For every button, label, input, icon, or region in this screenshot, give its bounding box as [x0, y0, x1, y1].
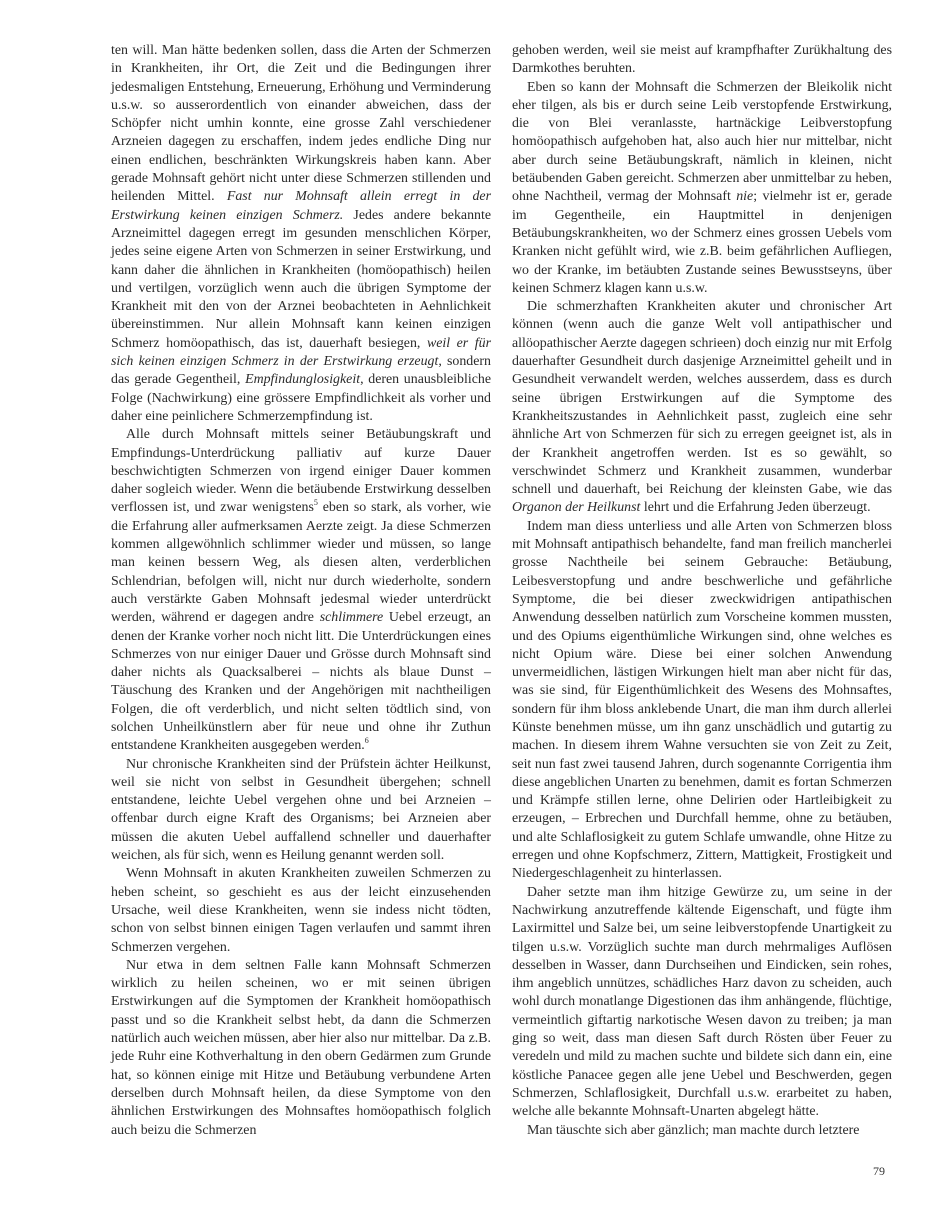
text-run: lehrt und die Erfahrung Jeden überzeugt. [640, 500, 871, 516]
footnote-marker: 5 [313, 498, 318, 508]
paragraph [512, 1122, 892, 1140]
italic-text: schlimmere [319, 610, 384, 626]
paragraph [512, 884, 892, 1122]
text-run: Alle durch Mohnsaft mittels seiner Betäubungskraft und Empfindungs-Unterdrückung palliativ auf kurze Dauer beschwichtigten Schmerzen von irgend einiger Dauer kommen daher sogleich wieder. Wenn die betäubende Erstwirkung desselben verflossen ist, und zwar wenigstens [111, 427, 491, 516]
text-run: gehoben werden, weil sie meist auf krampfhafter Zurükhaltung des Darmkothes beruhten. [512, 43, 892, 77]
italic-text: Fast nur Mohnsaft allein erregt in der Erstwirkung keinen einzigen Schmerz. [111, 189, 491, 223]
text-run: Nur chronische Krankheiten sind der Prüfstein ächter Heilkunst, weil sie nicht von selbst in Gesundheit übergehen; schnell entstandene, leichte Uebel vergehen ohne und bei Arzneien – offenbar durch eigne Kraft des Organisms; bei Arzneien aber müssen die akuten Uebel auffallend schneller und dauerhafter weichen, als für sich, wenn es Heilung genannt werden soll. [111, 756, 491, 864]
text-run: , sondern das gerade Gegentheil, [111, 354, 491, 388]
italic-text: weil er für sich keinen einzigen Schmerz in der Erstwirkung erzeugt [111, 335, 491, 370]
text-run: Man täuschte sich aber gänzlich; man machte durch letztere [527, 1122, 860, 1138]
paragraph [111, 865, 491, 956]
text-run: Wenn Mohnsaft in akuten Krankheiten zuweilen Schmerzen zu heben scheint, so geschieht es aus der leicht einzusehenden Ursache, weil diese Krankheiten, wenn sie indess nicht tödten, schon von selbst binnen einigen Tagen verlaufen und sammt ihren Schmerzen vergehen. [111, 866, 491, 955]
paragraph [111, 957, 491, 1140]
text-run: Die schmerzhaften Krankheiten akuter und chronischer Art können (wenn auch die ganze Welt voll antipathischer und allöopathischer Aerzte dagegen schrieen) doch einzig nur mit Erfolg dauerhafter Gesundheit durch dasjenige Arzneimittel geheilt und in Gesundheit verwandelt werden, welches ausserdem, dass es durch seine übrigen Erstwirkungen auf die Symptome des Krankheitszustandes in Aehnlichkeit passt, zugleich eine sehr ähnliche Art von Schmerzen für sich zu erregen geeignet ist, als in der Krankheit angetroffen werden. Ist es so gewählt, so verschwindet Schmerz und Krankheit zusammen, wunderbar schnell und dauerhaft, bei Reichung der kleinsten Gabe, wie das [512, 299, 892, 498]
text-run: ; vielmehr ist er, gerade im Gegentheile, ein Hauptmittel in denjenigen Betäubungskrankheiten, wo der Schmerz eines grossen Uebels vom Kranken nicht gefühlt wird, wie z.B. beim gefährlichen Aufliegen, wo der Kranke, im betäubten Zustande seines Bewusstseyns, über keinen Schmerz klagen kann u.s.w. [512, 189, 892, 296]
text-run: Jedes andere bekannte Arzneimittel dagegen erregt im gesunden menschlichen Körper, jedes seine eigene Arten von Schmerzen in seiner Erstwirkung, und kann daher die ähnlichen in Krankheiten (homöopathisch) heilen und vertilgen, vorzüglich wenn auch die übrigen Symptome der Krankheit mit den von der Arznei beobachteten in Aehnlichkeit übereinstimmen. Nur allein Mohnsaft kann keinen einzigen Schmerz homöopathisch, das ist, dauerhaft besiegen, [111, 207, 491, 351]
paragraph [512, 42, 892, 79]
paragraph [111, 42, 491, 426]
text-run: eben so stark, als vorher, wie die Erfahrung aller aufmerksamen Aerzte zeigt. Ja diese Schmerzen kommen allgewöhnlich schlimmer wieder und müssen, so lange man keinen bessern Weg, als diesen alten, verderblichen Schlendrian, befolgen will, nicht nur durch wiederholte, sondern auch verstärkte Gaben Mohnsaft jedesmal wieder unterdrückt werden, während er dagegen andre [111, 500, 491, 626]
text-run: , deren unausbleibliche Folge (Nachwirkung) eine grössere Empfindlichkeit als vorher und daher eine peinlichere Schmerzempfindung ist. [111, 372, 491, 424]
right-column [512, 42, 892, 1140]
paragraph [512, 79, 892, 299]
text-run: ten will. Man hätte bedenken sollen, dass die Arten der Schmerzen in Krankheiten, ihr Ort, die Zeit und die Bedingungen ihrer jedesmaligen Entstehung, Erneuerung, Erhöhung und Verminderung u.s.w. so ausserordentlich von einander abweichen, dass der Schöpfer nicht umhin konnte, eine grosse Zahl verschiedener Arzneien dagegen zu erschaffen, indem jedes endliche Ding nur einen endlichen, beschränkten Wirkungskreis haben kann. Aber gerade Mohnsaft gehört nicht unter diese Schmerzen stillenden und heilenden Mittel. [111, 43, 491, 205]
paragraph [111, 426, 491, 755]
paragraph [512, 298, 892, 518]
text-run: Indem man diess unterliess und alle Arten von Schmerzen bloss mit Mohnsaft antipathisch behandelte, fand man freilich mancherlei grosse Nachtheile bei seinem Gebrauche: Betäubung, Leibesverstopfung und andre beschwerliche und gefährliche Symptome, die bei dieser zweckwidrigen antipathischen Anwendung desselben natürlich zum Vorscheine kommen mussten, und des Opiums eigenthümliche Wirkungen sind, ohne welches es nicht Opium wäre. Diese bei einer solchen Anwendung unvermeidlichen, lästigen Wirkungen hielt man aber nicht für das, was sie sind, für Eigenthümlichkeit des Wesens des Mohnsaftes, sondern für ihm bloss anklebende Unart, die man ihm durch allerlei Künste benehmen müsse, um ihn ganz unschädlich und gutartig zu machen. In diesem ihrem Wahne versuchten sie von Zeit zu Zeit, seit nun fast zwei tausend Jahren, durch sogenannte Corrigentia ihm diese angeblichen Unarten zu benehmen, damit es fortan Schmerzen und Krämpfe stillen lerne, ohne Delirien oder Hartleibigkeit zu erzeugen, – Erbrechen und Durchfall hemme, ohne zu betäuben, und alte Schlaflosigkeit zu gutem Schlafe umwandle, ohne Hitze zu erregen und ohne Kopfschmerz, Zittern, Mattigkeit, Frostigkeit und Niedergeschlagenheit zu hinterlassen. [512, 518, 892, 882]
left-column [111, 42, 491, 1140]
text-run: Nur etwa in dem seltnen Falle kann Mohnsaft Schmerzen wirklich zu heilen scheinen, wo er mit seinen übrigen Erstwirkungen auf die Symptomen der Krankheit homöopathisch passt und so die Krankheit selbst hebt, da dann die Schmerzen natürlich auch weichen müssen, aber hier also nur mittelbar. Da z.B. jede Ruhr eine Kothverhaltung in den obern Gedärmen zum Grunde hat, so können einige mit Hitze und Betäubung verbundene Arten derselben durch Mohnsaft heilen, da diese Symptome von den ähnlichen Erstwirkungen des Mohnsaftes homöopathisch folglich auch beizu die Schmerzen [111, 957, 491, 1138]
text-run: Uebel erzeugt, an denen der Kranke vorher noch nicht litt. Die Unterdrückungen eines Schmerzes von nur einiger Dauer und Grösse durch Mohnsaft sind daher nichts als Quacksalberei – nichts als blaue Dunst – Täuschung des Kranken und der Angehörigen mit nachtheiligen Folgen, die oft verderblich, und nicht selten tödtlich sind, von solchen Unheilkünstlern aber für neue und ohne ihr Zuthun entstandene Krankheiten ausgegeben werden. [111, 610, 491, 754]
page-number: 79 [873, 1164, 885, 1178]
italic-text: Organon der Heilkunst [512, 500, 641, 516]
paragraph [512, 518, 892, 884]
paragraph [111, 756, 491, 866]
italic-text: Empfindunglosigkeit [245, 372, 361, 388]
footnote-marker: 6 [364, 736, 369, 746]
text-run: Eben so kann der Mohnsaft die Schmerzen der Bleikolik nicht eher tilgen, als bis er durch seine Leib verstopfende Erstwirkung, die von Blei veranlasste, hartnäckige Leibverstopfung homöopathisch aufgehoben hat, also auch hier nur mittelbar, nicht aber durch seine Betäubungskraft, nämlich in kleinen, nicht betäubenden Gaben gereicht. Schmerzen aber unmittelbar zu heben, ohne Nachtheil, vermag der Mohnsaft [512, 79, 892, 205]
italic-text: nie [736, 189, 754, 205]
text-run: Daher setzte man ihm hitzige Gewürze zu, um seine in der Nachwirkung anzutreffende kältende Eigenschaft, und fügte ihm Laxirmittel und Salze bei, um seine leibverstopfende Unartigkeit zu tilgen u.s.w. Vorzüglich suchte man durch mehrmaliges Auflösen desselben in Wasser, dann Durchseihen und Eindicken, sein rohes, ihm angeblich unnützes, schädliches Harz davon zu scheiden, auch wohl durch monatlange Digestionen das ihm anhängende, flüchtige, vermeintlich giftartig narkotische Wesen davon zu treiben; ja man ging so weit, dass man diesen Saft durch Rösten über Feuer zu veredeln und mild zu machen suchte und bildete sich dann ein, eine köstliche Panacee gegen alle jene Uebel und Beschwerden, gegen Schmerzen, Schlaflosigkeit, Durchfall u.s.w. erarbeitet zu haben, welche alle bekannte Mohnsaft-Unarten abgelegt hätte. [512, 884, 892, 1120]
